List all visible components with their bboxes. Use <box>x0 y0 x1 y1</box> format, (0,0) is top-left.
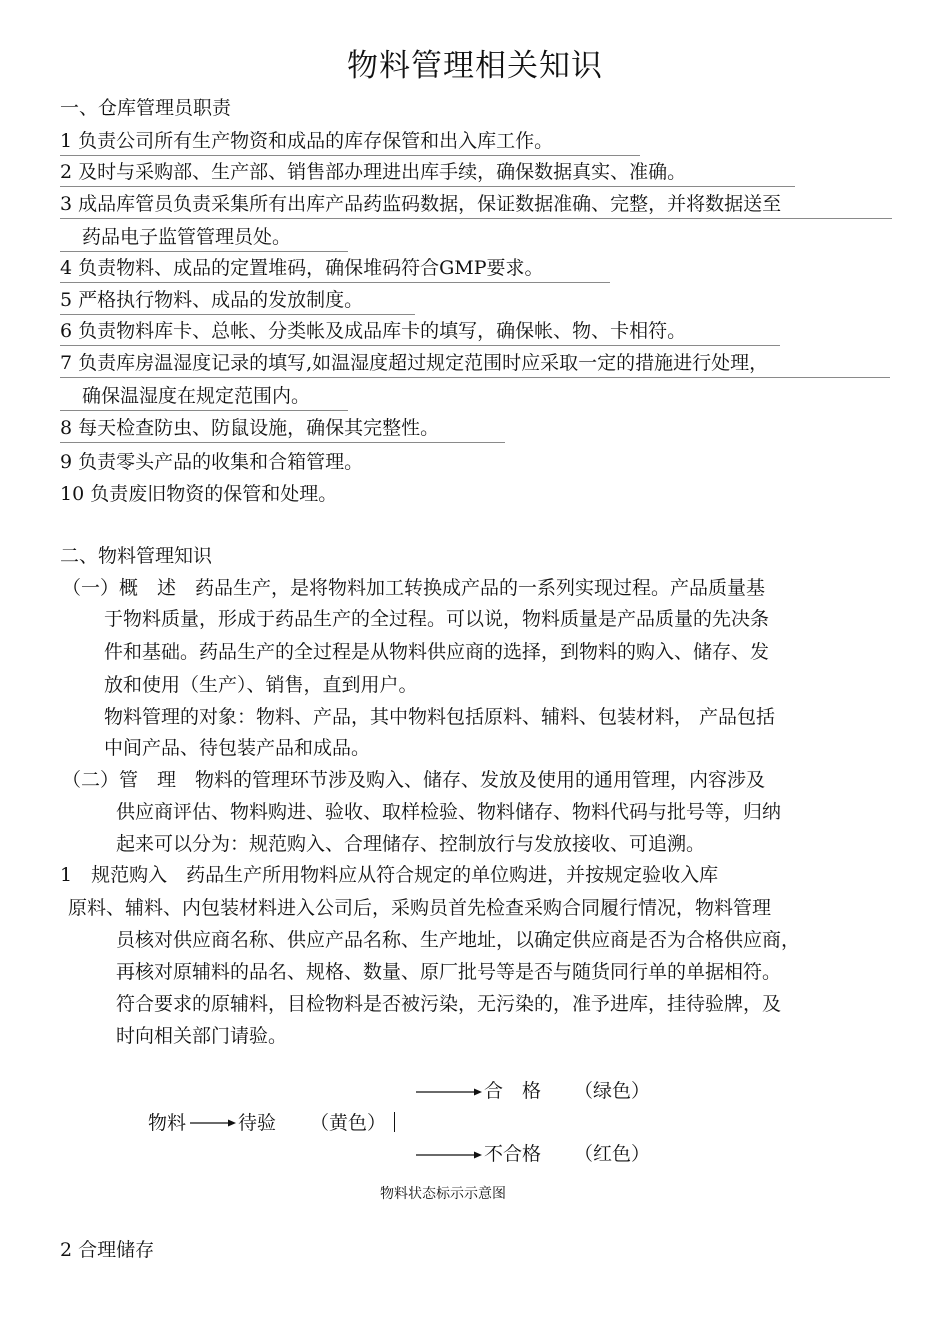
management-line-3: 起来可以分为：规范购入、合理储存、控制放行与发放接收、可追溯。 <box>116 833 706 855</box>
purchase-line-3: 员核对供应商名称、供应产品名称、生产地址，以确定供应商是否为合格供应商， <box>116 929 801 951</box>
duty-item-3: 3 成品库管员负责采集所有出库产品药监码数据，保证数据准确、完整，并将数据送至 <box>60 192 892 219</box>
status-qualified: 合 格 <box>484 1080 542 1102</box>
management-line-2: 供应商评估、物料购进、验收、取样检验、物料储存、物料代码与批号等，归纳 <box>116 801 782 823</box>
overview-line-2: 于物料质量，形成于药品生产的全过程。可以说，物料质量是产品质量的先决条 <box>104 608 770 630</box>
duty-item-2: 2 及时与采购部、生产部、销售部办理进出库手续，确保数据真实、准确。 <box>60 160 795 187</box>
duty-item-7: 7 负责库房温湿度记录的填写,如温湿度超过规定范围时应采取一定的措施进行处理， <box>60 351 890 378</box>
arrow-to-unqualified <box>416 1151 482 1163</box>
status-unqualified-color: （红色） <box>574 1143 651 1165</box>
duty-item-5: 5 严格执行物料、成品的发放制度。 <box>60 288 415 315</box>
duty-item-4: 4 负责物料、成品的定置堆码，确保堆码符合GMP要求。 <box>60 256 610 283</box>
section1-heading: 一、仓库管理员职责 <box>60 97 232 119</box>
overview-line-6: 中间产品、待包装产品和成品。 <box>104 737 371 759</box>
duty-item-8: 8 每天检查防虫、防鼠设施，确保其完整性。 <box>60 416 505 443</box>
duty-item-9: 9 负责零头产品的收集和合箱管理。 <box>60 451 364 473</box>
status-qualified-color: （绿色） <box>574 1080 651 1102</box>
diagram-pending-color: （黄色） <box>310 1112 387 1134</box>
purchase-line-6: 时向相关部门请验。 <box>116 1025 288 1047</box>
duty-item-10: 10 负责废旧物资的保管和处理。 <box>60 483 338 505</box>
branch-bar <box>394 1112 395 1132</box>
overview-line-3: 件和基础。药品生产的全过程是从物料供应商的选择，到物料的购入、储存、发 <box>104 641 770 663</box>
purchase-line-2: 原料、辅料、内包装材料进入公司后，采购员首先检查采购合同履行情况，物料管理 <box>68 897 772 919</box>
page-title: 物料管理相关知识 <box>347 48 603 84</box>
duty-item-3-cont: 药品电子监管管理员处。 <box>60 225 348 252</box>
overview-line-5: 物料管理的对象：物料、产品，其中物料包括原料、辅料、包装材料， 产品包括 <box>104 706 776 728</box>
section2-heading: 二、物料管理知识 <box>60 545 213 567</box>
purchase-line-5: 符合要求的原辅料，目检物料是否被污染，无污染的，准予进库，挂待验牌，及 <box>116 993 782 1015</box>
status-unqualified: 不合格 <box>484 1143 542 1165</box>
duty-item-7-cont: 确保温湿度在规定范围内。 <box>60 384 348 411</box>
arrow-to-pending <box>190 1119 236 1131</box>
purchase-line-4: 再核对原辅料的品名、规格、数量、原厂批号等是否与随货同行单的单据相符。 <box>116 961 782 983</box>
diagram-material: 物料 <box>148 1112 187 1134</box>
diagram-pending: 待验 <box>238 1112 277 1134</box>
arrow-to-qualified <box>416 1088 482 1100</box>
management-line-1: （二）管 理 物料的管理环节涉及购入、储存、发放及使用的通用管理，内容涉及 <box>62 769 766 791</box>
overview-line-1: （一）概 述 药品生产，是将物料加工转换成产品的一系列实现过程。产品质量基 <box>62 577 766 599</box>
diagram-caption: 物料状态标示示意图 <box>380 1186 506 1202</box>
duty-item-6: 6 负责物料库卡、总帐、分类帐及成品库卡的填写，确保帐、物、卡相符。 <box>60 319 780 346</box>
duty-item-1: 1 负责公司所有生产物资和成品的库存保管和出入库工作。 <box>60 129 640 156</box>
section3-heading: 2 合理储存 <box>60 1239 155 1261</box>
purchase-line-1: 1 规范购入 药品生产所用物料应从符合规定的单位购进，并按规定验收入库 <box>60 864 719 886</box>
overview-line-4: 放和使用（生产）、销售，直到用户。 <box>104 674 418 696</box>
